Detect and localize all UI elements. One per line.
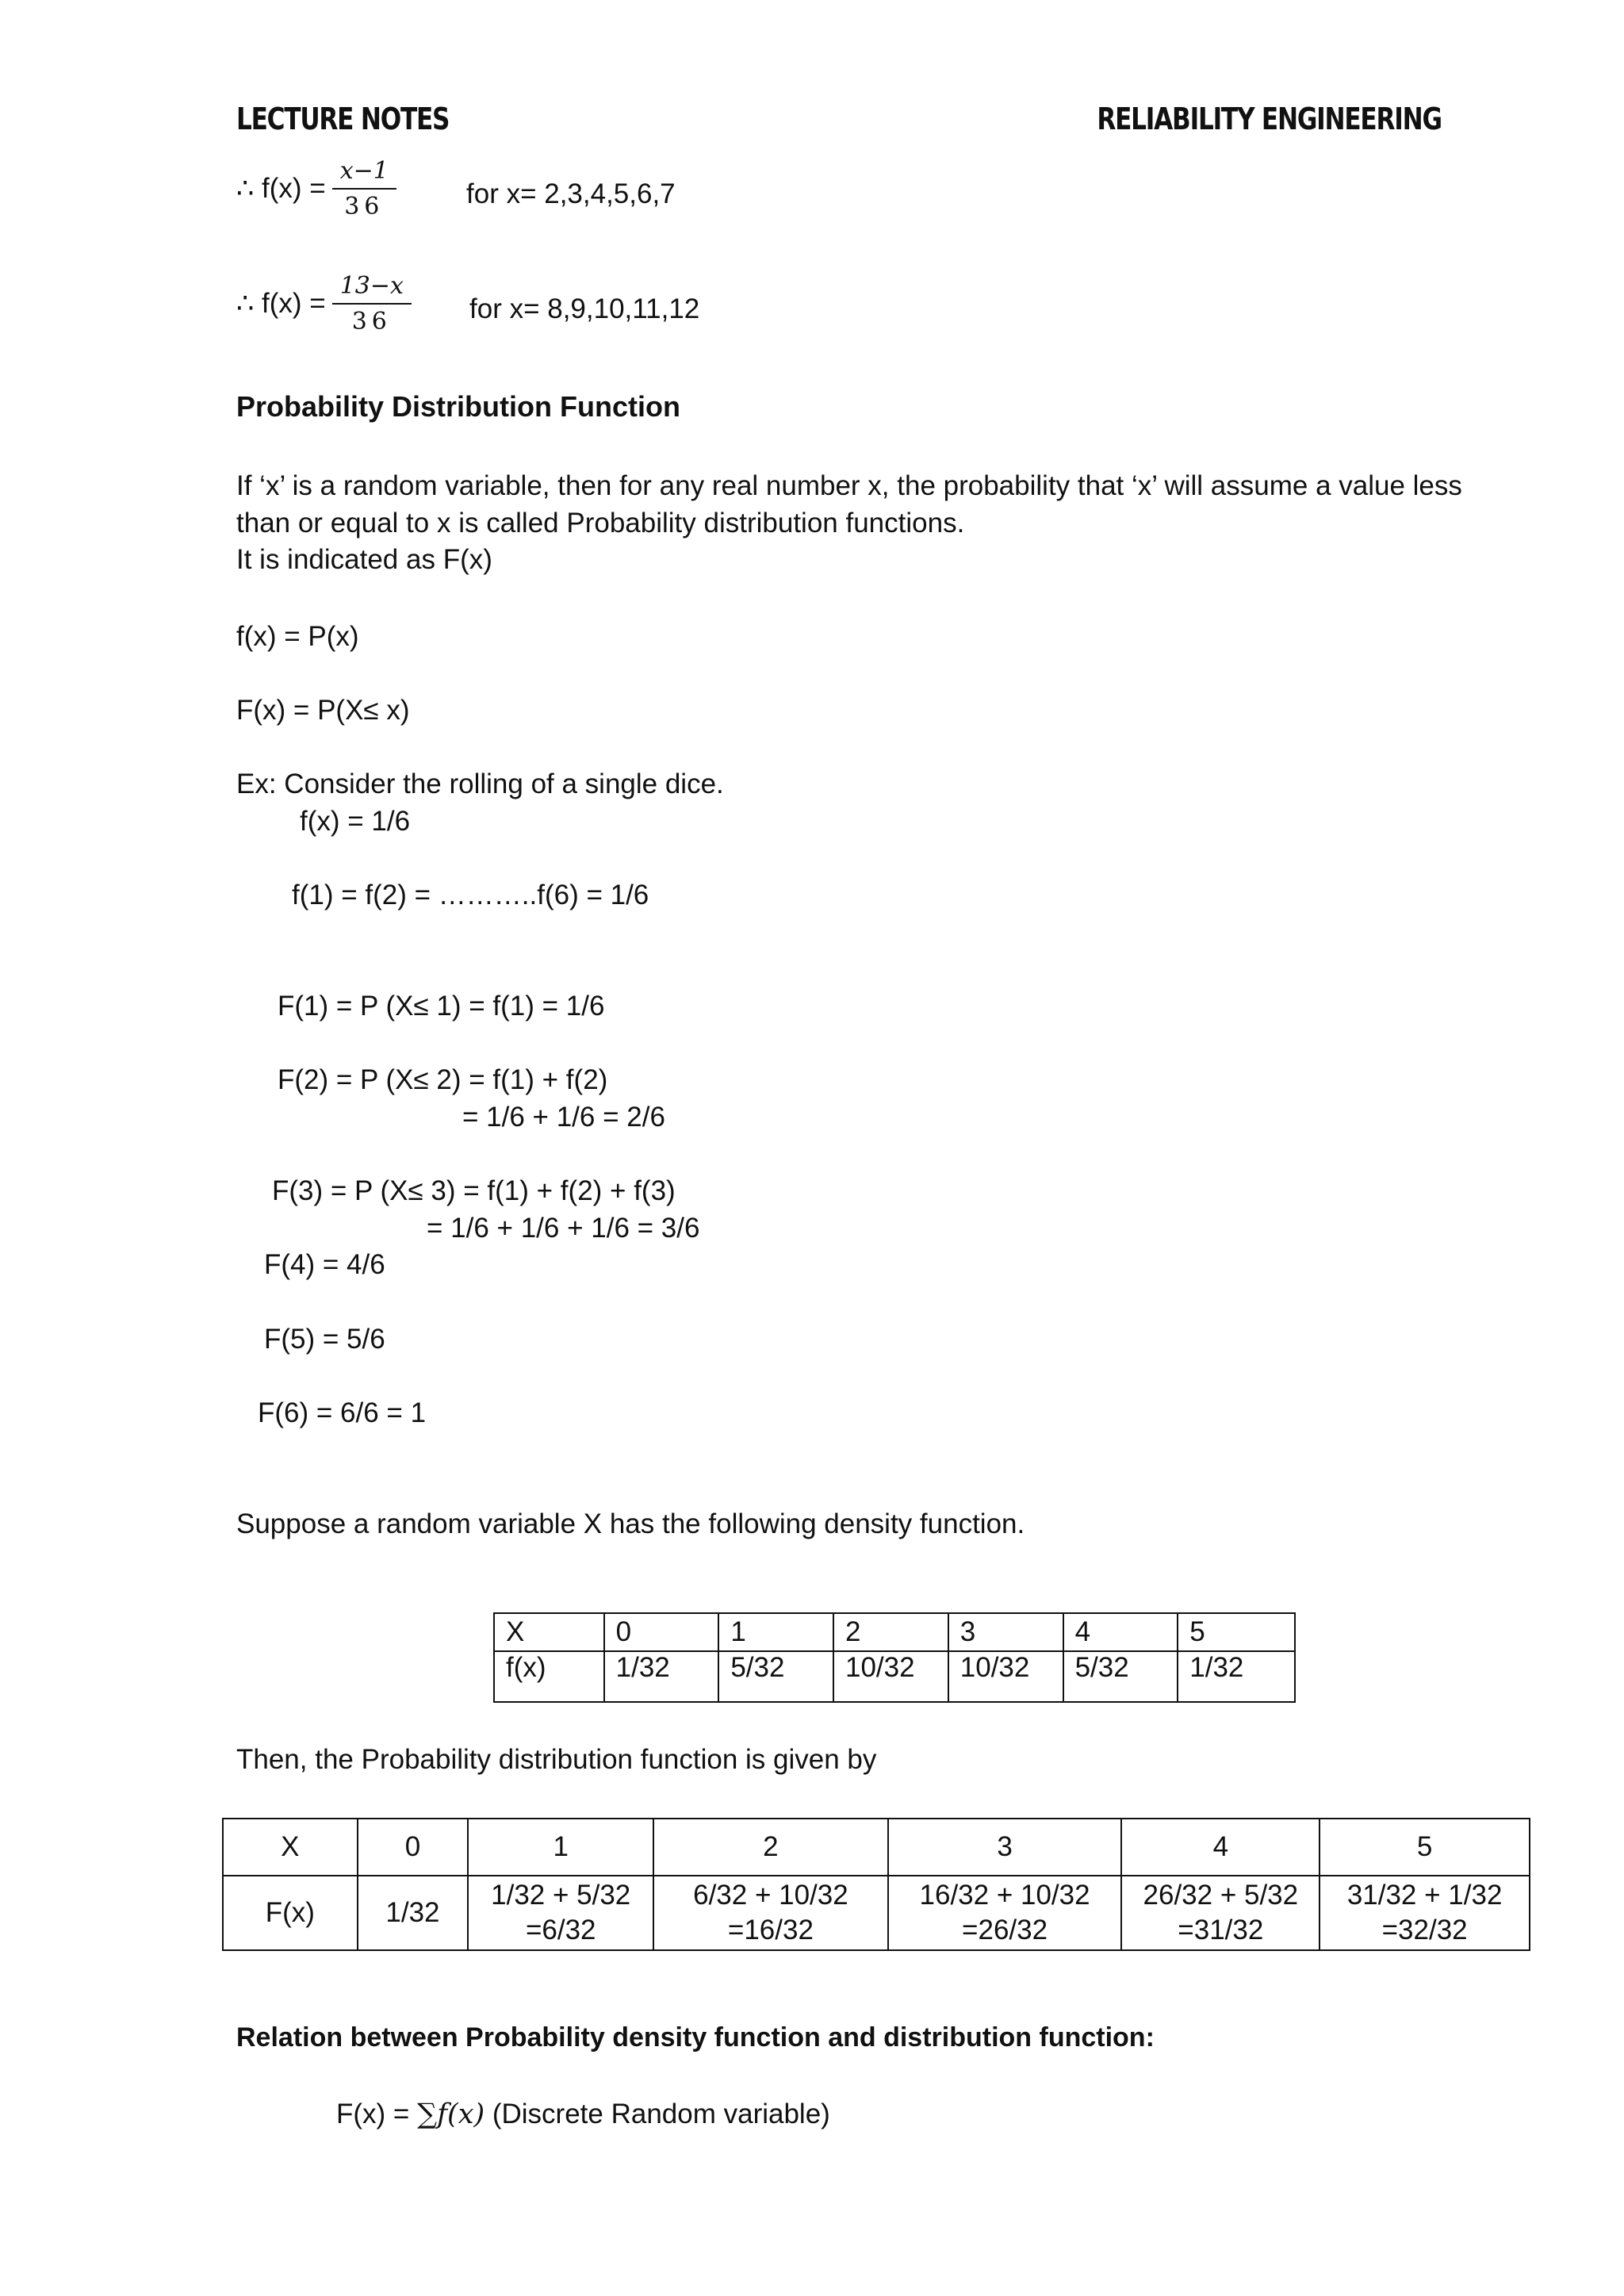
- example-f-all: f(1) = f(2) = ………..f(6) = 1/6: [292, 880, 649, 910]
- relation-equation: [336, 2096, 830, 2133]
- distribution-table-cell: 2: [653, 1819, 888, 1876]
- distribution-table-cell: 1: [468, 1819, 653, 1876]
- definition-line-3: It is indicated as F(x): [236, 544, 492, 575]
- formula-2-denominator: 36: [351, 308, 392, 335]
- density-table-cell: 2: [833, 1613, 948, 1651]
- formula-2-numerator: 13−x: [332, 272, 412, 305]
- eq-distribution: F(x) = P(X≤ x): [236, 695, 410, 726]
- distribution-table-row-x: [223, 1819, 1530, 1876]
- density-table-cell: 1/32: [604, 1651, 719, 1702]
- distribution-cell-line-1: 6/32 + 10/32: [693, 1880, 848, 1911]
- distribution-cell-line-1: 16/32 + 10/32: [919, 1880, 1090, 1911]
- density-table-cell: 4: [1063, 1613, 1178, 1651]
- density-table-row-x: [494, 1613, 1295, 1651]
- density-table: [493, 1612, 1296, 1703]
- distribution-table-cell: [1121, 1876, 1320, 1950]
- formula-2-prefix: ∴ f(x) =: [236, 288, 326, 319]
- formula-1-numerator: x−1: [332, 157, 396, 190]
- distribution-cell-line-1: 1/32 + 5/32: [491, 1880, 631, 1911]
- distribution-cell-line-1: 31/32 + 1/32: [1346, 1880, 1503, 1911]
- relation-suffix: (Discrete Random variable): [492, 2099, 830, 2129]
- example-F6: F(6) = 6/6 = 1: [258, 1397, 427, 1428]
- example-F3-line1: F(3) = P (X≤ 3) = f(1) + f(2) + f(3): [272, 1175, 676, 1206]
- formula-2: [236, 272, 412, 335]
- density-table-header-x: X: [494, 1613, 604, 1651]
- distribution-cell-line-1: 26/32 + 5/32: [1143, 1880, 1299, 1911]
- distribution-table-cell: [888, 1876, 1122, 1950]
- eq-density: f(x) = P(x): [236, 621, 359, 652]
- formula-1: [236, 157, 396, 220]
- density-table-row-f: [494, 1651, 1295, 1702]
- relation-fx: f(x): [437, 2099, 485, 2130]
- formula-2-condition: for x= 8,9,10,11,12: [469, 293, 700, 324]
- density-table-cell: 1: [718, 1613, 833, 1651]
- distribution-table-cell: 5: [1320, 1819, 1530, 1876]
- density-table-cell: 5/32: [1063, 1651, 1178, 1702]
- distribution-table-cell: [653, 1876, 888, 1950]
- distribution-table-cell: 0: [358, 1819, 469, 1876]
- distribution-table-cell: [468, 1876, 653, 1950]
- example-F1: F(1) = P (X≤ 1) = f(1) = 1/6: [278, 991, 605, 1022]
- density-table-cell: 5: [1178, 1613, 1295, 1651]
- density-table-cell: 10/32: [833, 1651, 948, 1702]
- distribution-cell-line-2: =32/32: [1381, 1915, 1468, 1945]
- distribution-table-cell: 3: [888, 1819, 1122, 1876]
- definition-line-2: than or equal to x is called Probability distribution functions.: [236, 508, 965, 539]
- formula-1-fraction: [332, 157, 396, 220]
- formula-1-condition: for x= 2,3,4,5,6,7: [466, 178, 676, 209]
- density-table-cell: 5/32: [718, 1651, 833, 1702]
- distribution-cell-line-2: =26/32: [962, 1915, 1048, 1945]
- header-right: RELIABILITY ENGINEERING: [1097, 102, 1442, 136]
- section-title: Probability Distribution Function: [236, 390, 680, 423]
- distribution-intro: Then, the Probability distribution function is given by: [236, 1744, 877, 1775]
- distribution-table: [222, 1818, 1530, 1951]
- definition-line-1: If ‘x’ is a random variable, then for any real number x, the probability that ‘x’ will assume a value less: [236, 470, 1462, 501]
- example-F3-line2: = 1/6 + 1/6 + 1/6 = 3/6: [427, 1213, 700, 1244]
- example-F2-line2: = 1/6 + 1/6 = 2/6: [462, 1102, 665, 1133]
- distribution-table-header-F: F(x): [223, 1876, 358, 1950]
- relation-title: Relation between Probability density function and distribution function:: [236, 2022, 1155, 2053]
- example-fx: f(x) = 1/6: [300, 806, 411, 837]
- distribution-cell-line-1: 1/32: [385, 1897, 440, 1928]
- distribution-table-cell: [1320, 1876, 1530, 1950]
- distribution-table-row-F: [223, 1876, 1530, 1950]
- distribution-cell-line-2: =6/32: [525, 1915, 596, 1945]
- formula-2-fraction: [332, 272, 412, 335]
- density-intro: Suppose a random variable X has the following density function.: [236, 1508, 1025, 1539]
- distribution-cell-line-2: =16/32: [727, 1915, 814, 1945]
- distribution-table-cell: 4: [1121, 1819, 1320, 1876]
- density-table-cell: 0: [604, 1613, 719, 1651]
- density-table-cell: 3: [948, 1613, 1063, 1651]
- density-table-cell: 1/32: [1178, 1651, 1295, 1702]
- formula-1-denominator: 36: [344, 193, 385, 220]
- density-table-cell: 10/32: [948, 1651, 1063, 1702]
- distribution-table-cell: [358, 1876, 469, 1950]
- formula-1-prefix: ∴ f(x) =: [236, 173, 326, 204]
- distribution-cell-line-2: =31/32: [1178, 1915, 1264, 1945]
- header-left: LECTURE NOTES: [236, 102, 450, 136]
- summation-symbol: ∑: [417, 2099, 438, 2130]
- distribution-table-header-x: X: [223, 1819, 358, 1876]
- example-F4: F(4) = 4/6: [264, 1249, 385, 1280]
- example-F2-line1: F(2) = P (X≤ 2) = f(1) + f(2): [278, 1064, 608, 1095]
- relation-prefix: F(x) =: [336, 2099, 410, 2129]
- density-table-header-f: f(x): [494, 1651, 604, 1702]
- example-intro: Ex: Consider the rolling of a single dice.: [236, 769, 724, 799]
- example-F5: F(5) = 5/6: [264, 1324, 385, 1355]
